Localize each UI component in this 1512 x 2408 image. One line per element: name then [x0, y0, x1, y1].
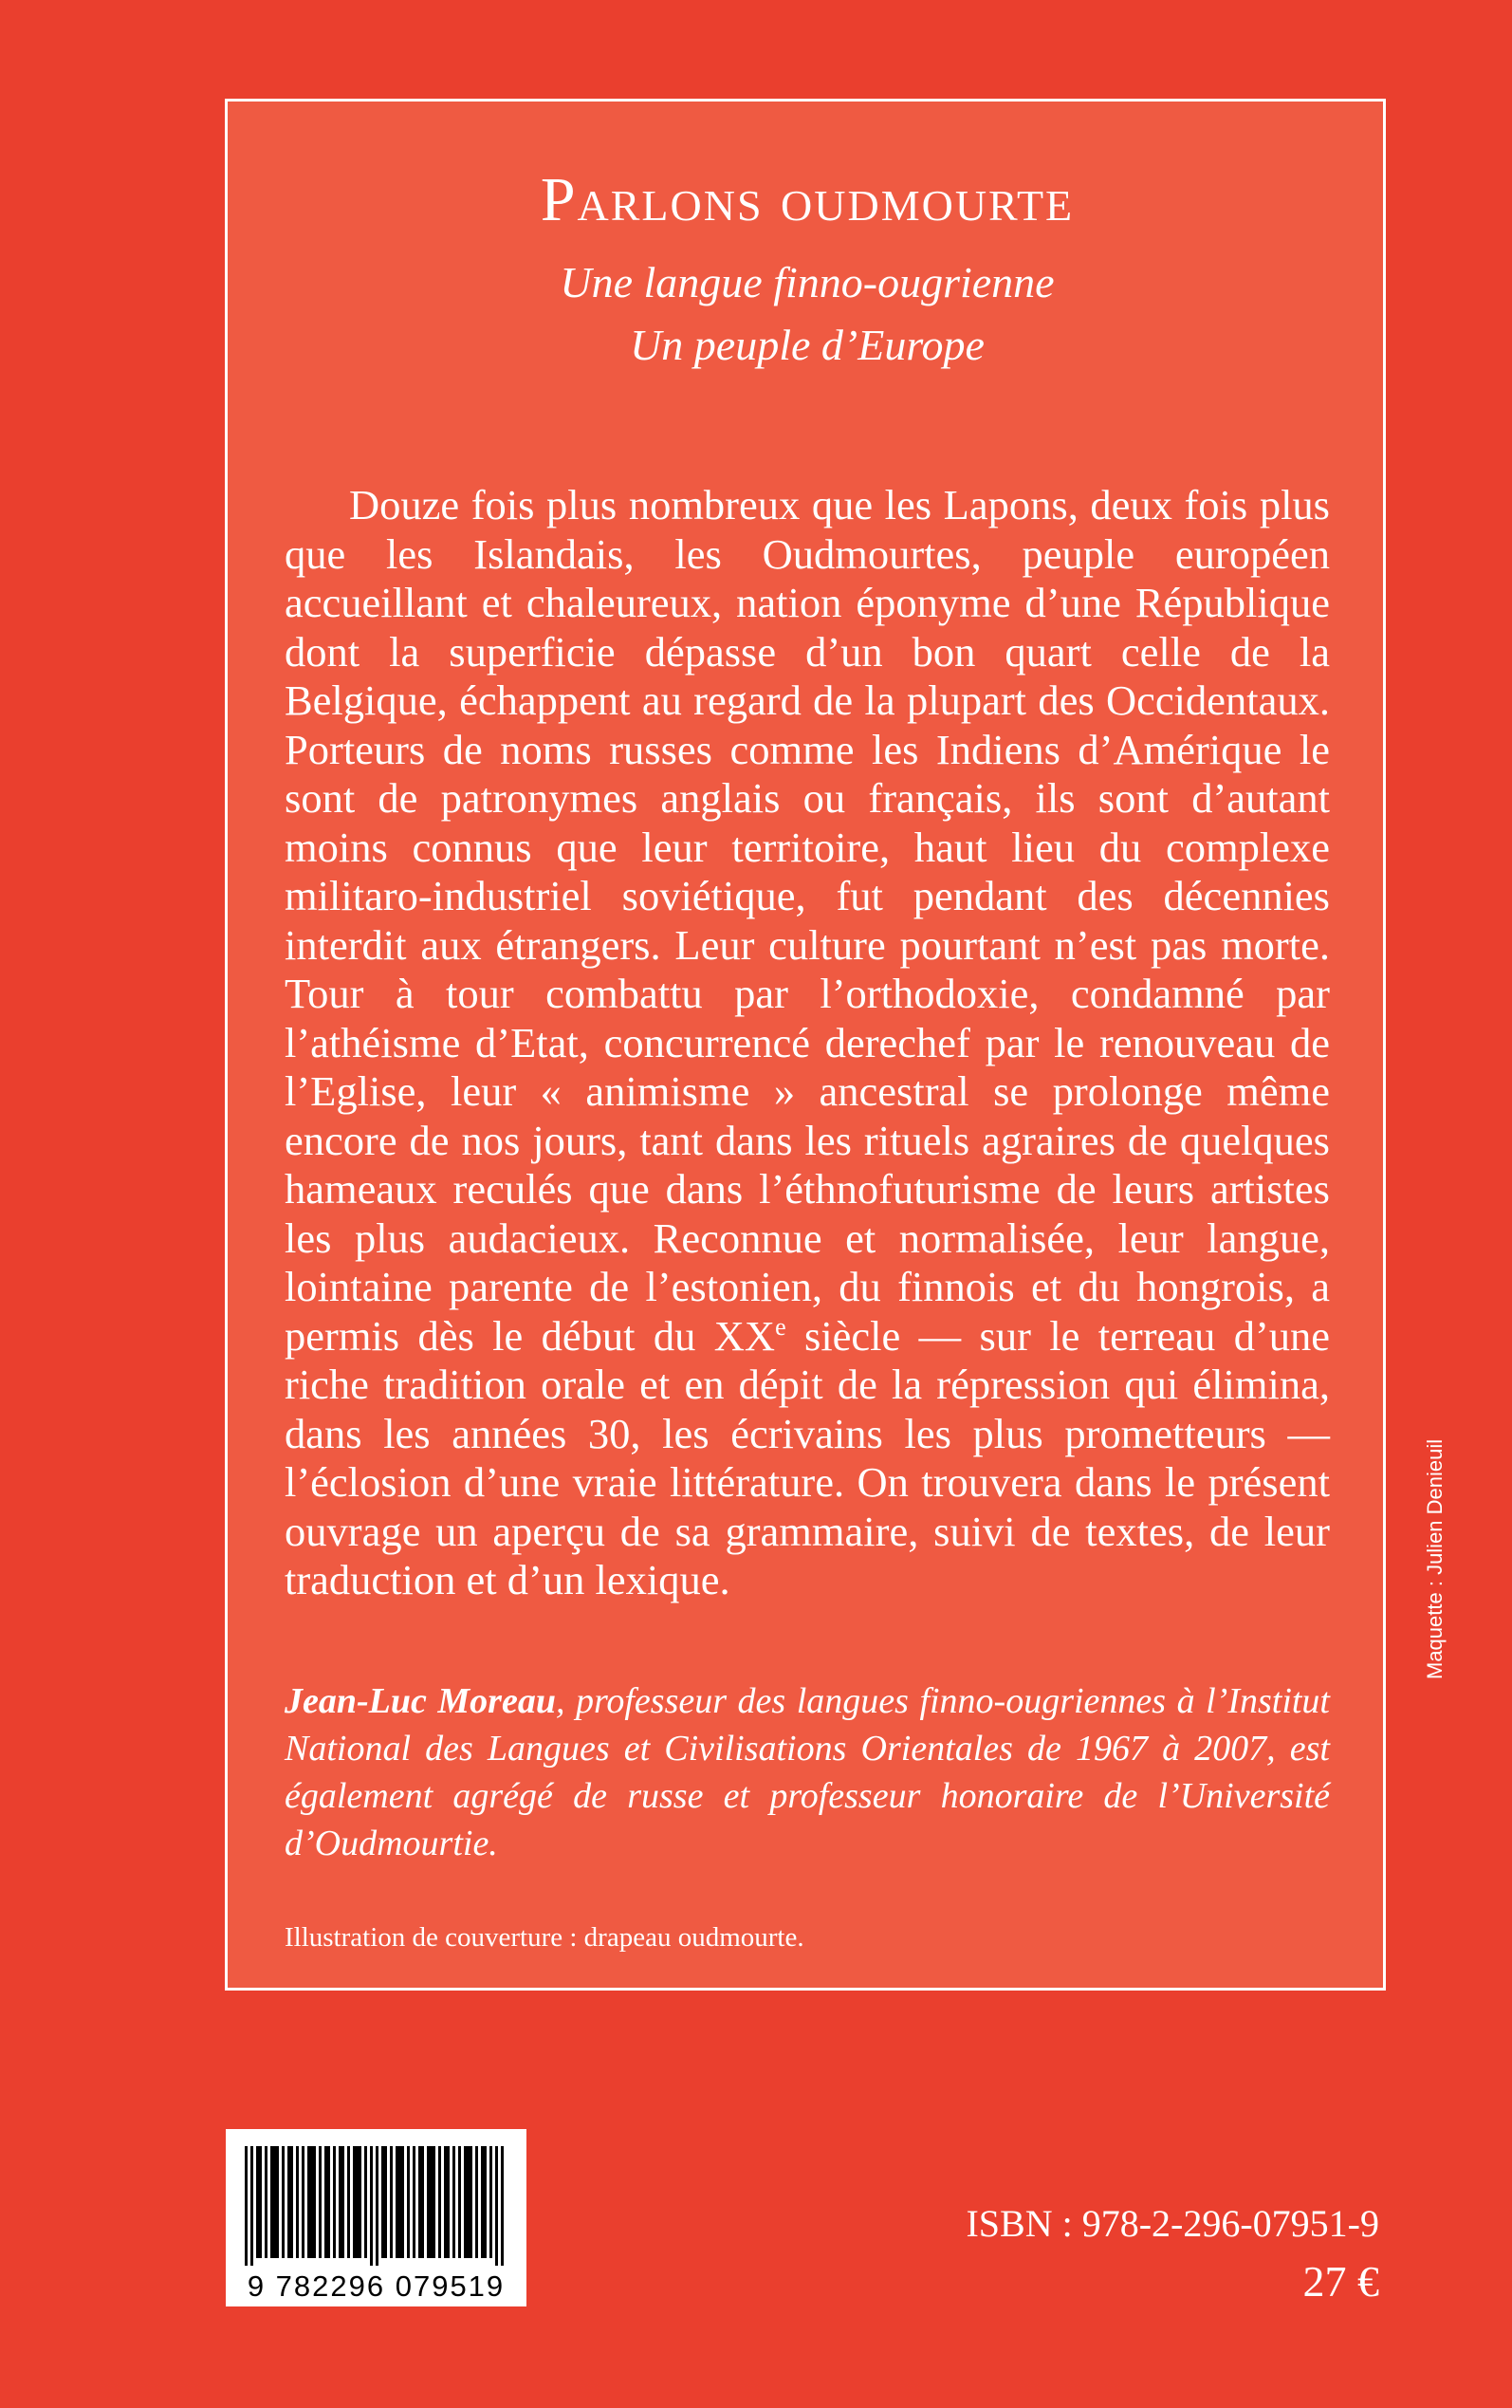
book-title: Parlons oudmourte: [540, 165, 1075, 234]
barcode-icon: [241, 2146, 511, 2266]
back-cover-panel: [225, 99, 1386, 1991]
author-name: Jean-Luc Moreau: [285, 1680, 556, 1721]
isbn: ISBN : 978-2-296-07951-9: [966, 2202, 1379, 2245]
barcode-box: [226, 2129, 526, 2306]
barcode-number: 9 782296 079519: [247, 2269, 506, 2303]
blurb-part-2: siècle — sur le terreau d’une riche tradition orale et en dépit de la répression qui élimina, dans les années 30, les écrivains les plus prometteurs — l’éclosion d’une vraie littérature. On trouvera dans le présent ouvrage un aperçu de sa grammaire, suivi de textes, de leur traduction et d’un lexique.: [285, 1311, 1331, 1603]
price: 27 €: [1302, 2257, 1379, 2306]
author-bio-text: , professeur des langues finno-ougriennes à l’Institut National des Langues et Civilisations Orientales de 1967 à 2007, est également agrégé de russe et professeur honoraire de l’Université d’Oudmourtie.: [285, 1680, 1330, 1863]
blurb-part-1: Douze fois plus nombreux que les Lapons, deux fois plus que les Islandais, les Oudmourtes, peuple européen accueillant et chaleureux, nation éponyme d’une République dont la superficie dépasse d’un bon quart celle de la Belgique, échappent au regard de la plupart des Occidentaux. Porteurs de noms russes comme les Indiens d’Amérique le sont de patronymes anglais ou français, ils sont d’autant moins connus que leur territoire, haut lieu du complexe militaro-industriel soviétique, fut pendant des décennies interdit aux étrangers. Leur culture pourtant n’est pas morte. Tour à tour combattu par l’orthodoxie, condamné par l’athéisme d’Etat, concurrencé derechef par le renouveau de l’Eglise, leur « animisme » ancestral se prolonge même encore de nos jours, tant dans les rituels agraires de quelques hameaux reculés que dans l’éthnofuturisme de leurs artistes les plus audacieux. Reconnue et normalisée, leur langue, lointaine parente de l’estonien, du finnois et du hongrois, a permis dès le début du XX: [285, 481, 1330, 1360]
layout-credit: Maquette : Julien Denieuil: [1423, 1438, 1447, 1679]
subtitle-line-2: Un peuple d’Europe: [630, 321, 985, 369]
blurb-paragraph: [285, 481, 1330, 1605]
author-bio: [285, 1677, 1330, 1867]
subtitle-line-1: Une langue finno-ougrienne: [560, 258, 1055, 306]
illustration-credit: Illustration de couverture : drapeau oudmourte.: [285, 1921, 804, 1953]
blurb-superscript: e: [775, 1312, 786, 1341]
